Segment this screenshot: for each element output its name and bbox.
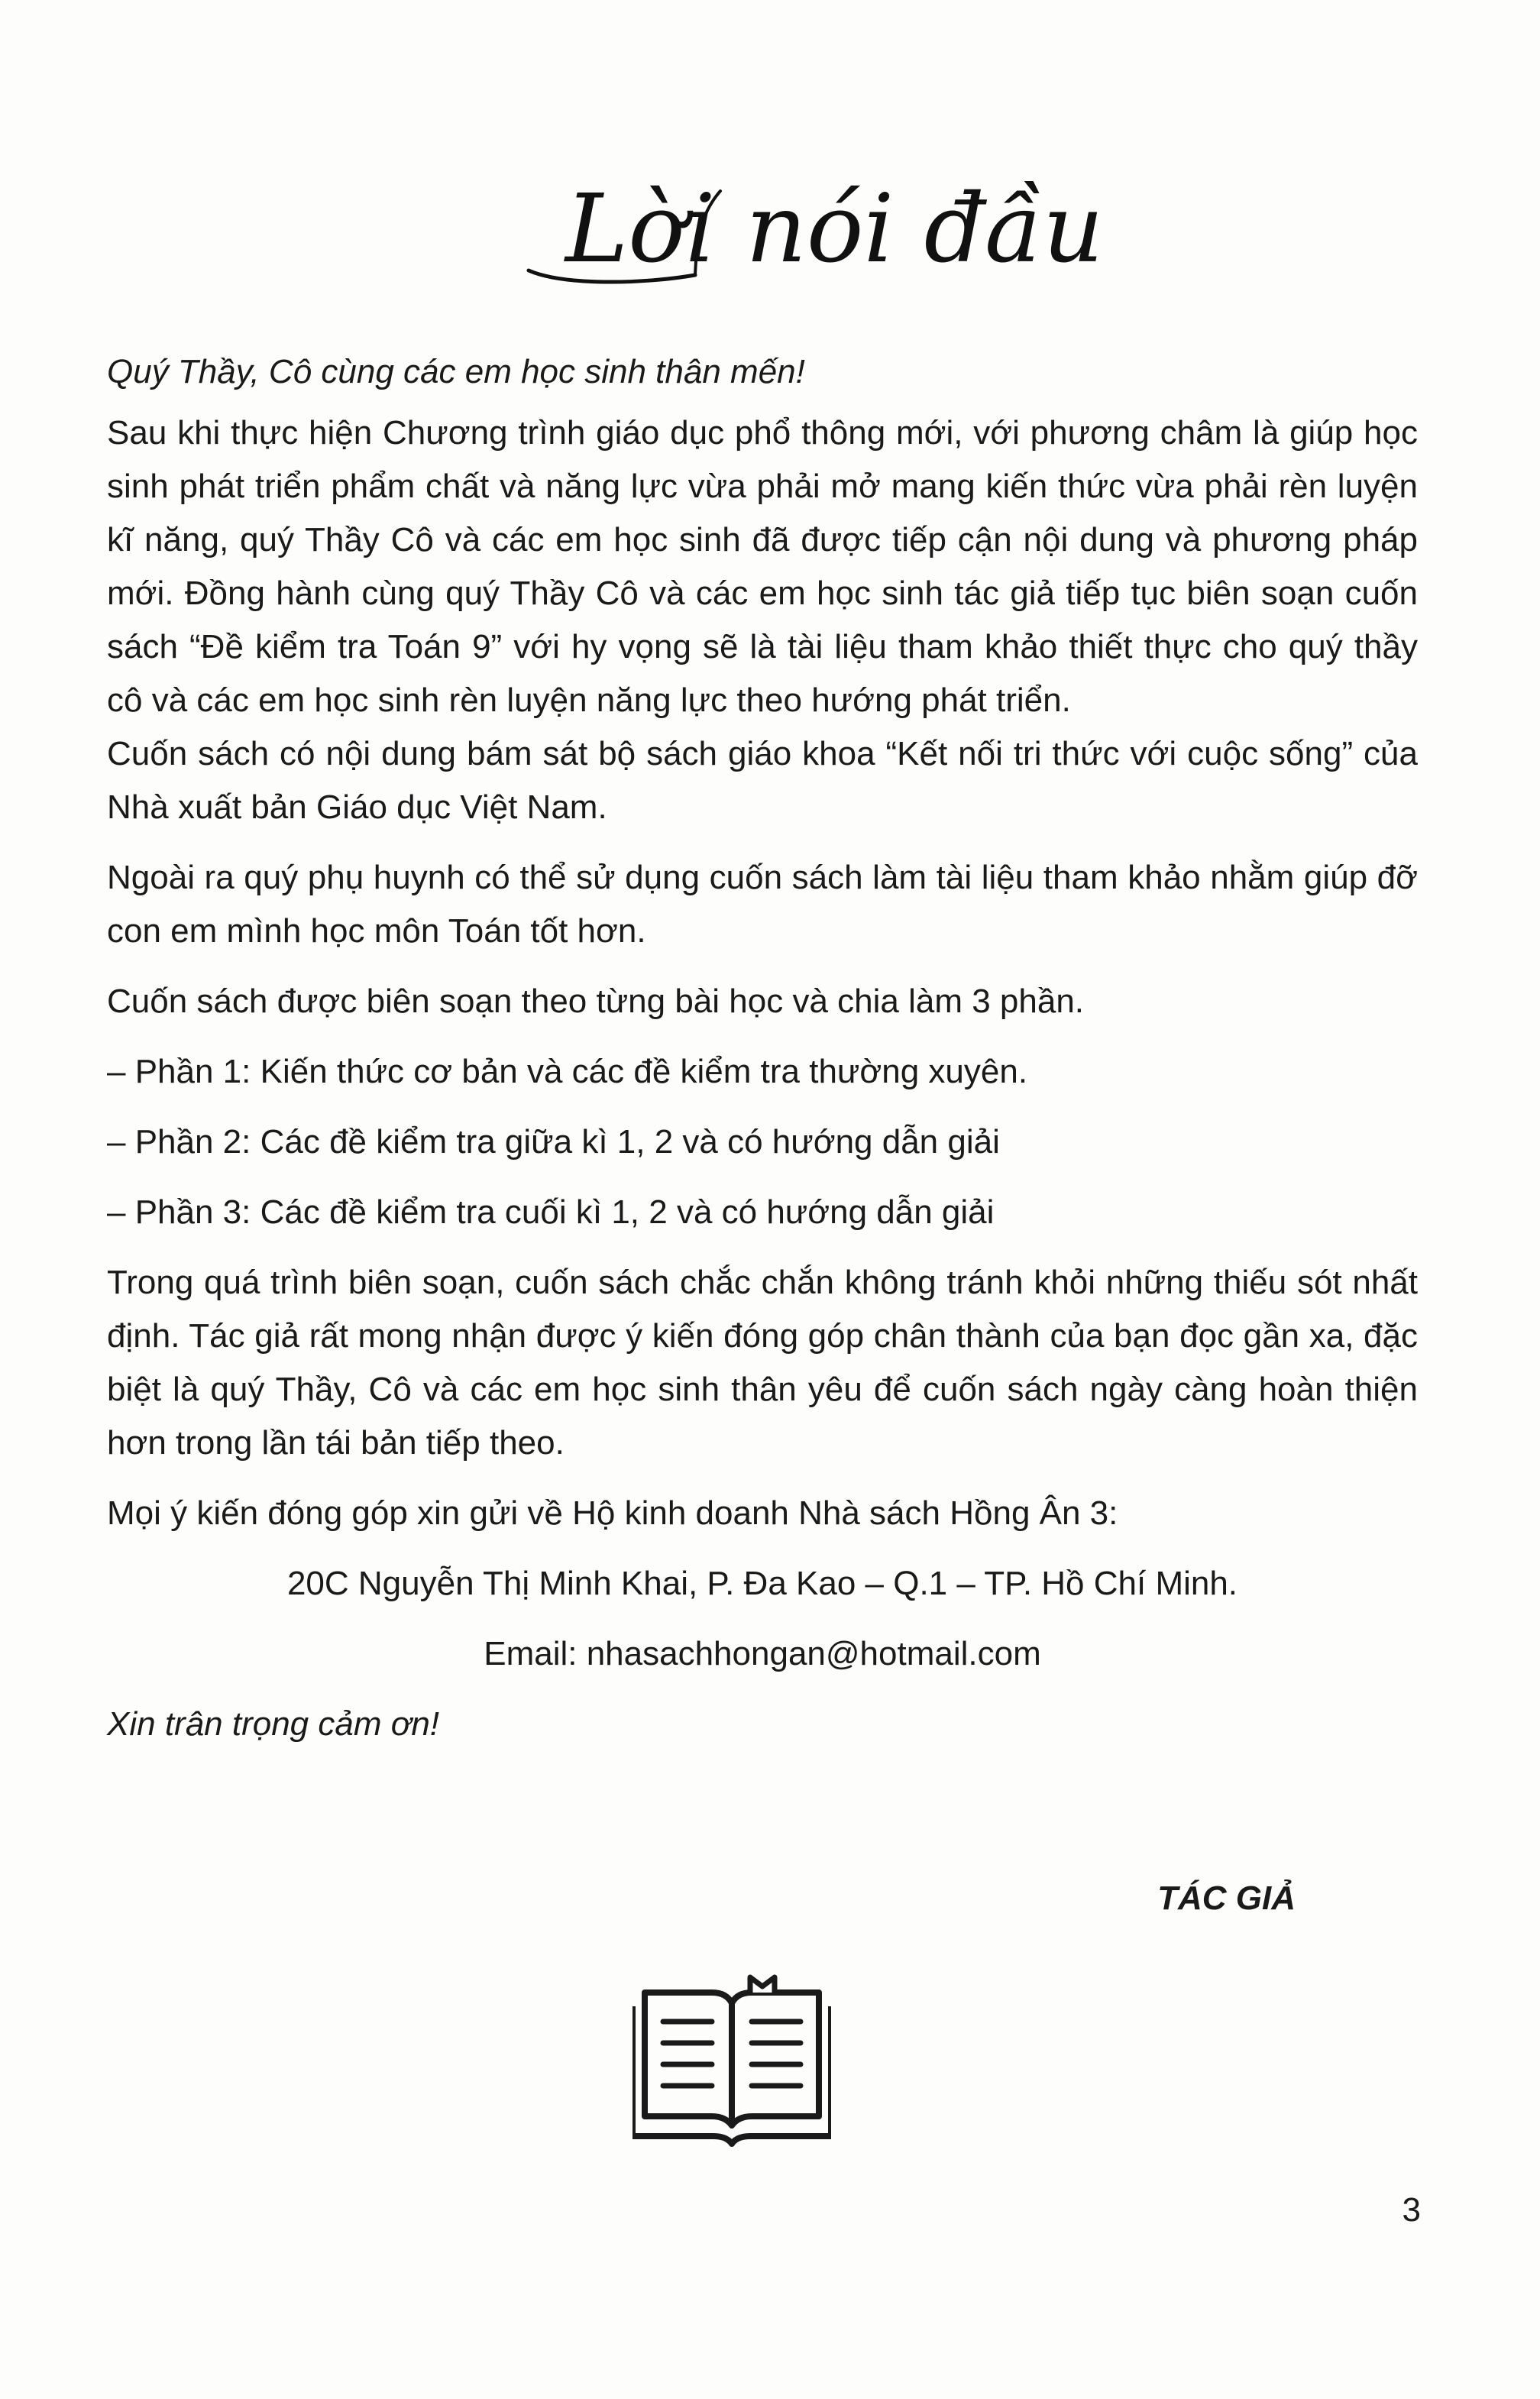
greeting: Quý Thầy, Cô cùng các em học sinh thân mến! xyxy=(107,353,805,390)
page-number: 3 xyxy=(1402,2191,1421,2229)
closing: Xin trân trọng cảm ơn! xyxy=(107,1705,440,1743)
book-icon xyxy=(632,1971,831,2147)
part-2: – Phần 2: Các đề kiểm tra giữa kì 1, 2 và có hướng dẫn giải xyxy=(107,1123,1000,1161)
paragraph-contact: Mọi ý kiến đóng góp xin gửi về Hộ kinh doanh Nhà sách Hồng Ân 3: xyxy=(107,1494,1118,1532)
author-signature: TÁC GIẢ xyxy=(1157,1879,1296,1917)
paragraph-intro: Sau khi thực hiện Chương trình giáo dục phổ thông mới, với phương châm là giúp học sinh phát triển phẩm chất và năng lực vừa phải mở mang kiến thức vừa phải rèn luyện kĩ năng, quý Thầy Cô và các em học sinh đã được tiếp cận nội dung và phương pháp mới. Đồng hành cùng quý Thầy Cô và các em học sinh tác giả tiếp tục biên soạn cuốn sách “Đề kiểm tra Toán 9” với hy vọng sẽ là tài liệu tham khảo thiết thực cho quý thầy cô và các em học sinh rèn luyện năng lực theo hướng phát triển. xyxy=(107,414,1418,719)
title-text: Lời nói đầu xyxy=(565,174,1104,284)
part-1: – Phần 1: Kiến thức cơ bản và các đề kiểm tra thường xuyên. xyxy=(107,1053,1028,1090)
paragraph-structure: Cuốn sách được biên soạn theo từng bài học và chia làm 3 phần. xyxy=(107,983,1085,1020)
address: 20C Nguyễn Thị Minh Khai, P. Đa Kao – Q.1 – TP. Hồ Chí Minh. xyxy=(286,1565,1238,1602)
foreword-content xyxy=(107,345,1418,1751)
part-3: – Phần 3: Các đề kiểm tra cuối kì 1, 2 và có hướng dẫn giải xyxy=(107,1193,995,1231)
paragraph-parents: Ngoài ra quý phụ huynh có thể sử dụng cuốn sách làm tài liệu tham khảo nhằm giúp đỡ con em mình học môn Toán tốt hơn. xyxy=(107,859,1418,950)
title-calligraphy xyxy=(504,160,1104,298)
paragraph-book-basis: Cuốn sách có nội dung bám sát bộ sách giáo khoa “Kết nối tri thức với cuộc sống” của Nhà xuất bản Giáo dục Việt Nam. xyxy=(107,735,1418,826)
paragraph-feedback: Trong quá trình biên soạn, cuốn sách chắc chắn không tránh khỏi những thiếu sót nhất định. Tác giả rất mong nhận được ý kiến đóng góp chân thành của bạn đọc gần xa, đặc biệt là quý Thầy, Cô và các em học sinh thân yêu để cuốn sách ngày càng hoàn thiện hơn trong lần tái bản tiếp theo. xyxy=(107,1264,1418,1462)
book-icon-svg xyxy=(632,1971,831,2147)
email: Email: nhasachhongan@hotmail.com xyxy=(484,1635,1041,1672)
page-title xyxy=(504,160,1104,298)
